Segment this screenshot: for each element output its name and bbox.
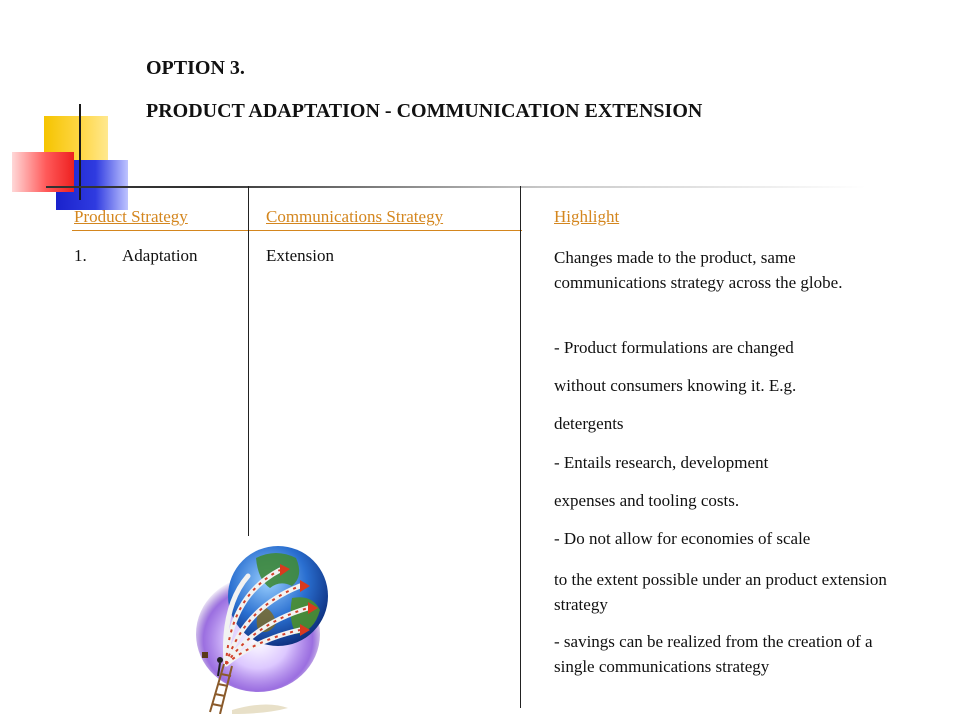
highlight-item: detergents bbox=[554, 414, 624, 433]
highlight-item: Changes made to the product, same communications strategy across the globe. bbox=[554, 248, 843, 292]
cell-communications-strategy: Extension bbox=[266, 246, 334, 265]
header-product-strategy: Product Strategy bbox=[74, 207, 188, 226]
cell-product-strategy: Adaptation bbox=[122, 246, 198, 265]
column-divider-2 bbox=[520, 186, 521, 708]
highlight-item: expenses and tooling costs. bbox=[554, 491, 740, 510]
highlight-item: without consumers knowing it. E.g. bbox=[554, 376, 797, 395]
slide-title-option: OPTION 3. bbox=[146, 57, 245, 79]
highlight-item: - Do not allow for economies of scale bbox=[554, 529, 811, 548]
header-highlight: Highlight bbox=[554, 207, 620, 226]
column-divider-1 bbox=[248, 186, 249, 536]
row-number: 1. bbox=[74, 246, 87, 265]
decor-horizontal-rule bbox=[46, 186, 866, 188]
highlight-item: - Entails research, development bbox=[554, 453, 769, 472]
header-underline-rule bbox=[72, 230, 522, 231]
globe-ladder-illustration bbox=[196, 536, 336, 714]
header-communications-strategy: Communications Strategy bbox=[266, 207, 444, 226]
highlight-item: to the extent possible under an product extension strategy bbox=[554, 570, 887, 614]
slide-title-main: PRODUCT ADAPTATION - COMMUNICATION EXTENSION bbox=[146, 100, 703, 122]
highlight-item: - Product formulations are changed bbox=[554, 338, 794, 357]
globe-illustration-icon bbox=[196, 536, 336, 714]
highlight-item: - savings can be realized from the creation of a single communications strategy bbox=[554, 632, 873, 676]
